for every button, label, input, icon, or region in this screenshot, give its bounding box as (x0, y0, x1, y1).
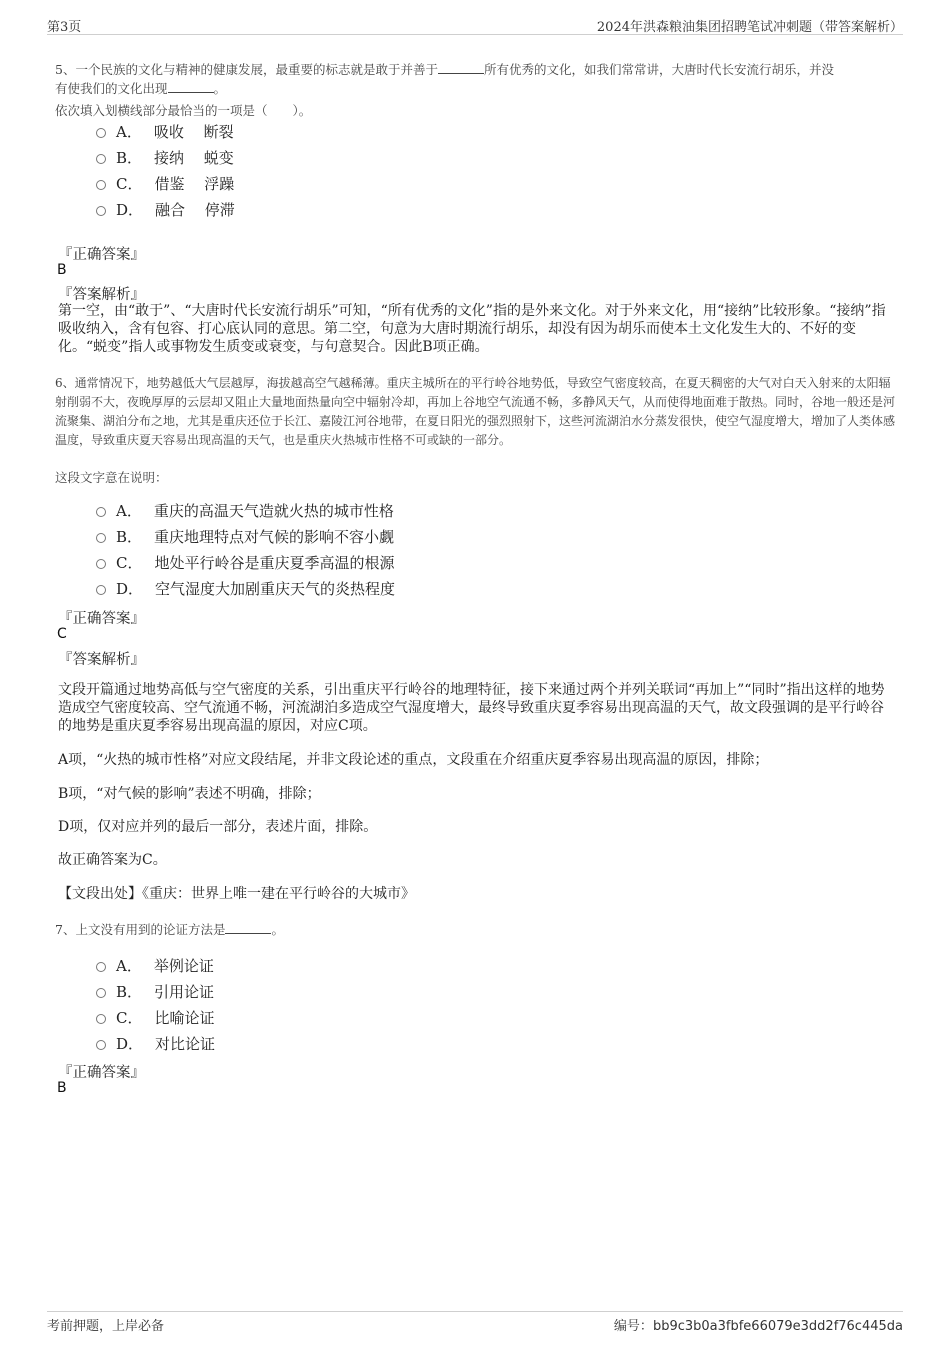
option-letter: D． (116, 1034, 144, 1053)
q6-option-d[interactable] (96, 575, 395, 601)
document-code (614, 1315, 903, 1334)
q5-answer-label: 『正确答案』 (58, 247, 145, 263)
radio-icon[interactable] (96, 180, 106, 190)
q6-source: 【文段出处】《重庆：世界上唯一建在平行岭谷的大城市》 (58, 886, 415, 902)
radio-icon[interactable] (96, 1014, 106, 1024)
option-letter: D． (116, 579, 144, 598)
radio-icon[interactable] (96, 988, 106, 998)
radio-icon[interactable] (96, 507, 106, 517)
q5-stem-part: 有使我们的文化出现 (55, 81, 168, 96)
option-text: 比喻论证 (154, 1008, 215, 1027)
option-letter: C． (116, 174, 143, 193)
option-letter: A． (116, 956, 142, 975)
page-number: 第3页 (47, 20, 82, 35)
option-text: 地处平行岭谷是重庆夏季高温的根源 (154, 553, 395, 572)
option-letter: A． (116, 122, 142, 141)
q6-option-b[interactable] (96, 523, 395, 549)
q7-stem (55, 920, 895, 939)
option-text: 对比论证 (155, 1034, 216, 1053)
q7-option-b[interactable] (96, 978, 215, 1004)
q6-stem: 6、通常情况下，地势越低大气层越厚，海拔越高空气越稀薄。重庆主城所在的平行岭谷地势低，导致空气密度较高，在夏天稠密的大气对白天入射来的太阳辐射削弱不大，夜晚厚厚的云层却又阻止大量地面热量向空中辐射冷却，再加上谷地空气流通不畅，多静风天气，从而使得地面难于散热。同时，谷地一般还是河流聚集、湖泊分布之地，尤其是重庆还位于长江、嘉陵江河谷地带，在夏日阳光的强烈照射下，这些河流湖泊水分蒸发很快，使空气湿度增大，增加了人类体感温度，导致重庆夏天容易出现高温的天气，也是重庆火热城市性格不可或缺的一部分。 (55, 376, 896, 447)
q5-blank-1 (438, 61, 484, 74)
q7-blank (225, 921, 271, 934)
q5-stem-part: 。 (213, 81, 227, 96)
q6-analysis-paragraph: D项，仅对应并列的最后一部分，表述片面，排除。 (58, 819, 378, 835)
radio-icon[interactable] (96, 206, 106, 216)
option-letter: C． (116, 1008, 143, 1027)
option-letter: B． (116, 148, 143, 167)
q7-answer-label: 『正确答案』 (58, 1065, 145, 1081)
radio-icon[interactable] (96, 1040, 106, 1050)
q5-options (96, 118, 235, 222)
option-text: 重庆的高温天气造就火热的城市性格 (153, 501, 394, 520)
q5-option-b[interactable] (96, 144, 235, 170)
option-text: 重庆地理特点对气候的影响不容小觑 (154, 527, 395, 546)
option-letter: B． (116, 982, 143, 1001)
q7-stem-part: 。 (271, 922, 284, 937)
radio-icon[interactable] (96, 128, 106, 138)
option-text: 举例论证 (153, 956, 214, 975)
q5-analysis-label: 『答案解析』 (58, 287, 145, 303)
option-text: 接纳 蜕变 (154, 148, 234, 167)
q6-analysis-paragraph: 文段开篇通过地势高低与空气密度的关系，引出重庆平行岭谷的地理特征，接下来通过两个并列关联词“再加上”“同时”指出这样的地势造成空气密度较高、空气流通不畅，河流湖泊多造成空气湿度增大，最终导致重庆夏季容易出现高温的天气，故文段强调的是平行岭谷的地势是重庆夏季容易出现高温的原因，对应C项。 (58, 682, 885, 734)
q5-prompt: 依次填入划横线部分最恰当的一项是（ ）。 (55, 103, 312, 118)
q6-answer-label: 『正确答案』 (58, 611, 145, 627)
q7-stem-part: 7、上文没有用到的论证方法是 (55, 922, 226, 937)
q6-prompt: 这段文字意在说明： (55, 470, 168, 485)
q5-stem-part: 5、一个民族的文化与精神的健康发展，最重要的标志就是敢于并善于 (55, 62, 438, 77)
radio-icon[interactable] (96, 962, 106, 972)
document-title: 2024年洪森粮油集团招聘笔试冲刺题（带答案解析） (596, 20, 903, 35)
q5-option-d[interactable] (96, 196, 235, 222)
option-text: 融合 停滞 (155, 200, 235, 219)
radio-icon[interactable] (96, 533, 106, 543)
q5-blank-2 (168, 80, 214, 93)
option-letter: B． (116, 527, 143, 546)
option-letter: C． (116, 553, 143, 572)
q6-analysis-paragraph: 故正确答案为C。 (58, 852, 167, 868)
q7-options (96, 952, 215, 1056)
option-text: 吸收 断裂 (153, 122, 234, 141)
code-label: 编号： (613, 1319, 653, 1334)
option-text: 引用论证 (154, 982, 215, 1001)
q5-stem (55, 60, 895, 98)
q6-options (96, 497, 395, 601)
q6-option-c[interactable] (96, 549, 395, 575)
q7-answer: B (57, 1080, 67, 1096)
q5-stem-part: 所有优秀的文化，如我们常常讲，大唐时代长安流行胡乐，并没 (483, 62, 834, 77)
option-text: 借鉴 浮躁 (154, 174, 235, 193)
q6-analysis-label: 『答案解析』 (58, 652, 145, 668)
q6-analysis-paragraph: B项，“对气候的影响”表述不明确，排除； (58, 786, 321, 802)
radio-icon[interactable] (96, 585, 106, 595)
footer-slogan: 考前押题，上岸必备 (47, 1319, 165, 1334)
q5-answer: B (57, 262, 67, 278)
page-header (47, 14, 903, 35)
option-letter: A． (116, 501, 142, 520)
q7-option-d[interactable] (96, 1030, 215, 1056)
radio-icon[interactable] (96, 559, 106, 569)
option-letter: D． (116, 200, 144, 219)
page-footer (47, 1311, 903, 1334)
q6-answer: C (57, 626, 67, 642)
radio-icon[interactable] (96, 154, 106, 164)
q6-option-a[interactable] (96, 497, 395, 523)
option-text: 空气湿度大加剧重庆天气的炎热程度 (155, 579, 396, 598)
q5-option-c[interactable] (96, 170, 235, 196)
q5-analysis: 第一空，由“敢于”、“大唐时代长安流行胡乐”可知，“所有优秀的文化”指的是外来文化。对于外来文化，用“接纳”比较形象。“接纳”指吸收纳入，含有包容、打心底认同的意思。第二空，句意为大唐时期流行胡乐，却没有因为胡乐而使本土文化发生大的、不好的变化。“蜕变”指人或事物发生质变或衰变，与句意契合。因此B项正确。 (58, 303, 886, 355)
q6-analysis-paragraph: A项，“火热的城市性格”对应文段结尾，并非文段论述的重点，文段重在介绍重庆夏季容易出现高温的原因，排除； (58, 752, 769, 768)
q5-option-a[interactable] (96, 118, 235, 144)
q7-option-c[interactable] (96, 1004, 215, 1030)
q7-option-a[interactable] (96, 952, 215, 978)
code-value: bb9c3b0a3fbfe66079e3dd2f76c445da (652, 1319, 903, 1334)
